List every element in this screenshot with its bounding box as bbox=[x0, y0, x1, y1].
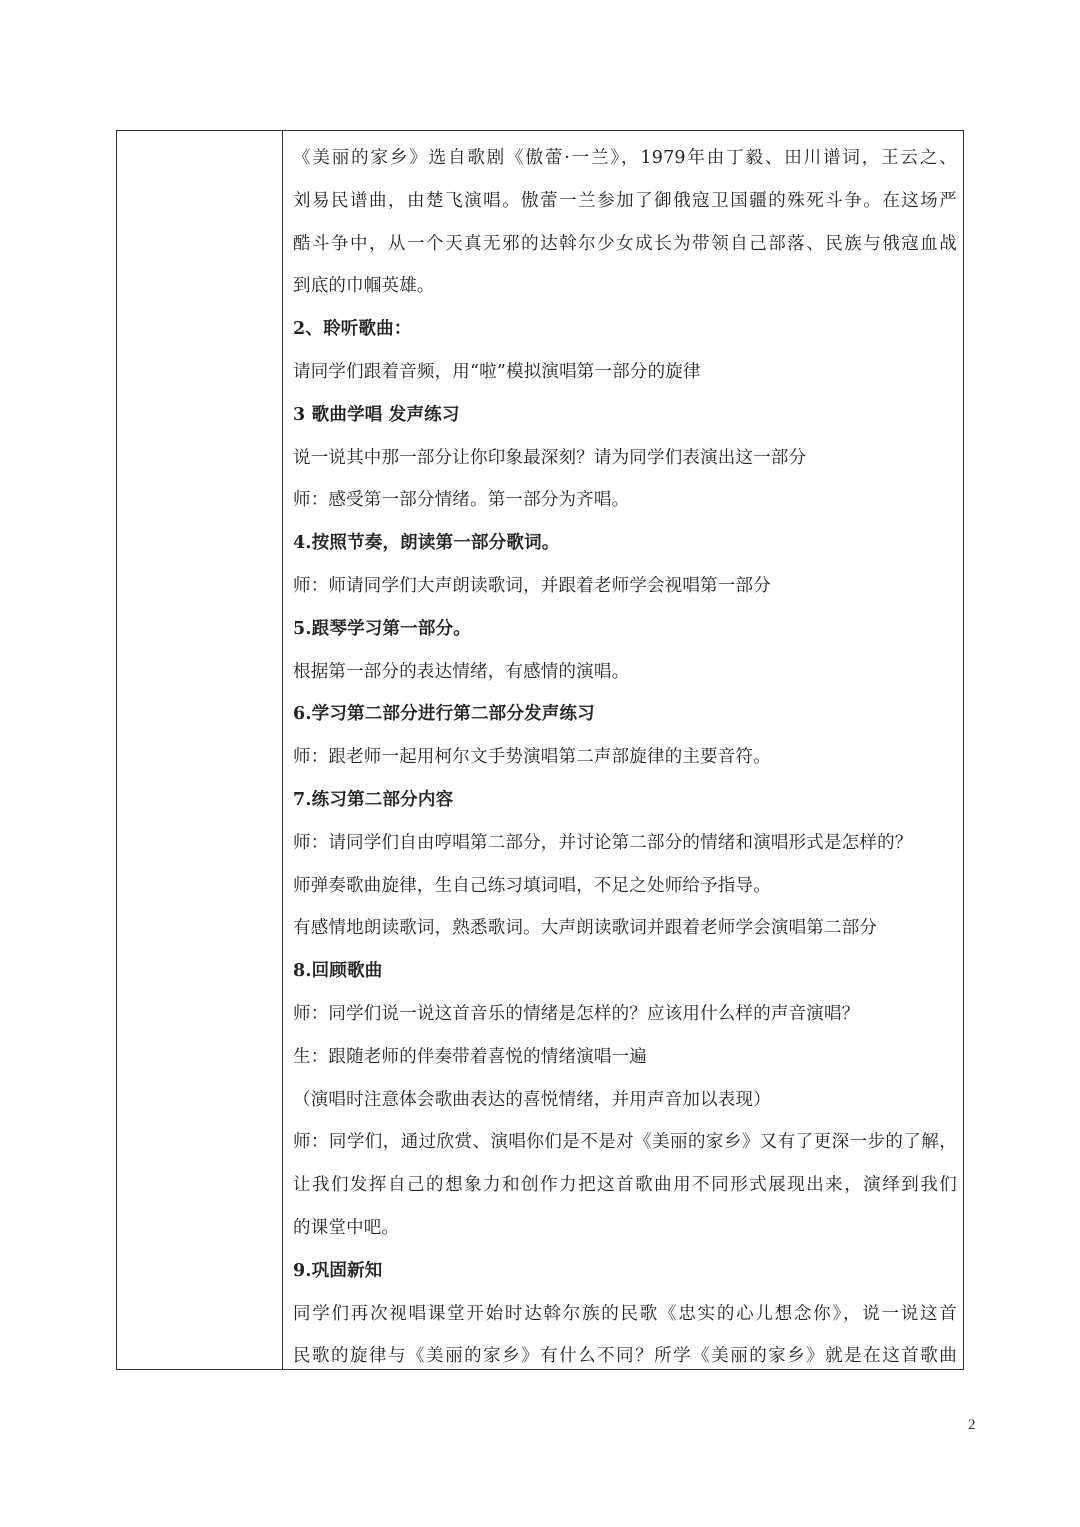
table-content-cell bbox=[293, 137, 957, 1378]
paragraph-line: 生：跟随老师的伴奏带着喜悦的情绪演唱一遍 bbox=[293, 1046, 647, 1067]
paragraph-line: 同学们再次视唱课堂开始时达斡尔族的民歌《忠实的心儿想念你》，说一说这首 bbox=[293, 1303, 957, 1324]
section-heading: 3 歌曲学唱 发声练习 bbox=[293, 404, 460, 425]
page-number: 2 bbox=[968, 1417, 976, 1433]
paragraph-line: 师：请同学们自由哼唱第二部分，并讨论第二部分的情绪和演唱形式是怎样的？ bbox=[293, 832, 913, 853]
paragraph-line: 师弹奏歌曲旋律，生自己练习填词唱，不足之处师给予指导。 bbox=[293, 875, 771, 896]
section-heading: 4.按照节奏，朗读第一部分歌词。 bbox=[293, 533, 560, 554]
paragraph-line: 让我们发挥自己的想象力和创作力把这首歌曲用不同形式展现出来，演绎到我们 bbox=[293, 1175, 957, 1196]
paragraph-line: 师：师请同学们大声朗读歌词，并跟着老师学会视唱第一部分 bbox=[293, 575, 771, 596]
paragraph-line: 《美丽的家乡》选自歌剧《傲蕾·一兰》，1979年由丁毅、田川谱词，王云之、 bbox=[293, 148, 957, 168]
paragraph-line: 酷斗争中，从一个天真无邪的达斡尔少女成长为带领自己部落、民族与俄寇血战 bbox=[293, 233, 957, 254]
paragraph-line: 师：同学们说一说这首音乐的情绪是怎样的？应该用什么样的声音演唱？ bbox=[293, 1003, 860, 1024]
paragraph-line: 到底的巾帼英雄。 bbox=[293, 276, 435, 297]
paragraph-line: 的课堂中吧。 bbox=[293, 1217, 400, 1238]
paragraph-line: 有感情地朗读歌词，熟悉歌词。大声朗读歌词并跟着老师学会演唱第二部分 bbox=[293, 918, 878, 939]
section-heading: 2、聆听歌曲： bbox=[293, 319, 412, 340]
section-heading: 7.练习第二部分内容 bbox=[293, 789, 454, 810]
paragraph-line: 说一说其中那一部分让你印象最深刻？请为同学们表演出这一部分 bbox=[293, 447, 807, 468]
paragraph-line: 根据第一部分的表达情绪，有感情的演唱。 bbox=[293, 661, 630, 682]
section-heading: 9.巩固新知 bbox=[293, 1260, 383, 1281]
lesson-table bbox=[116, 130, 964, 1370]
paragraph-line: 师：跟老师一起用柯尔文手势演唱第二声部旋律的主要音符。 bbox=[293, 747, 771, 768]
section-heading: 8.回顾歌曲 bbox=[293, 961, 383, 982]
paragraph-line: 刘易民谱曲，由楚飞演唱。傲蕾一兰参加了御俄寇卫国疆的殊死斗争。在这场严 bbox=[293, 190, 957, 211]
section-heading: 6.学习第二部分进行第二部分发声练习 bbox=[293, 704, 595, 725]
paragraph-line: 民歌的旋律与《美丽的家乡》有什么不同？所学《美丽的家乡》就是在这首歌曲 bbox=[293, 1346, 957, 1367]
section-heading: 5.跟琴学习第一部分。 bbox=[293, 618, 471, 639]
paragraph-line: 师：同学们，通过欣赏、演唱你们是不是对《美丽的家乡》又有了更深一步的了解， bbox=[293, 1132, 957, 1153]
paragraph-line: （演唱时注意体会歌曲表达的喜悦情绪，并用声音加以表现） bbox=[293, 1089, 771, 1110]
table-left-column bbox=[117, 131, 283, 1369]
paragraph-line: 师：感受第一部分情绪。第一部分为齐唱。 bbox=[293, 490, 630, 511]
paragraph-line: 请同学们跟着音频，用“啦”模拟演唱第一部分的旋律 bbox=[293, 361, 701, 382]
